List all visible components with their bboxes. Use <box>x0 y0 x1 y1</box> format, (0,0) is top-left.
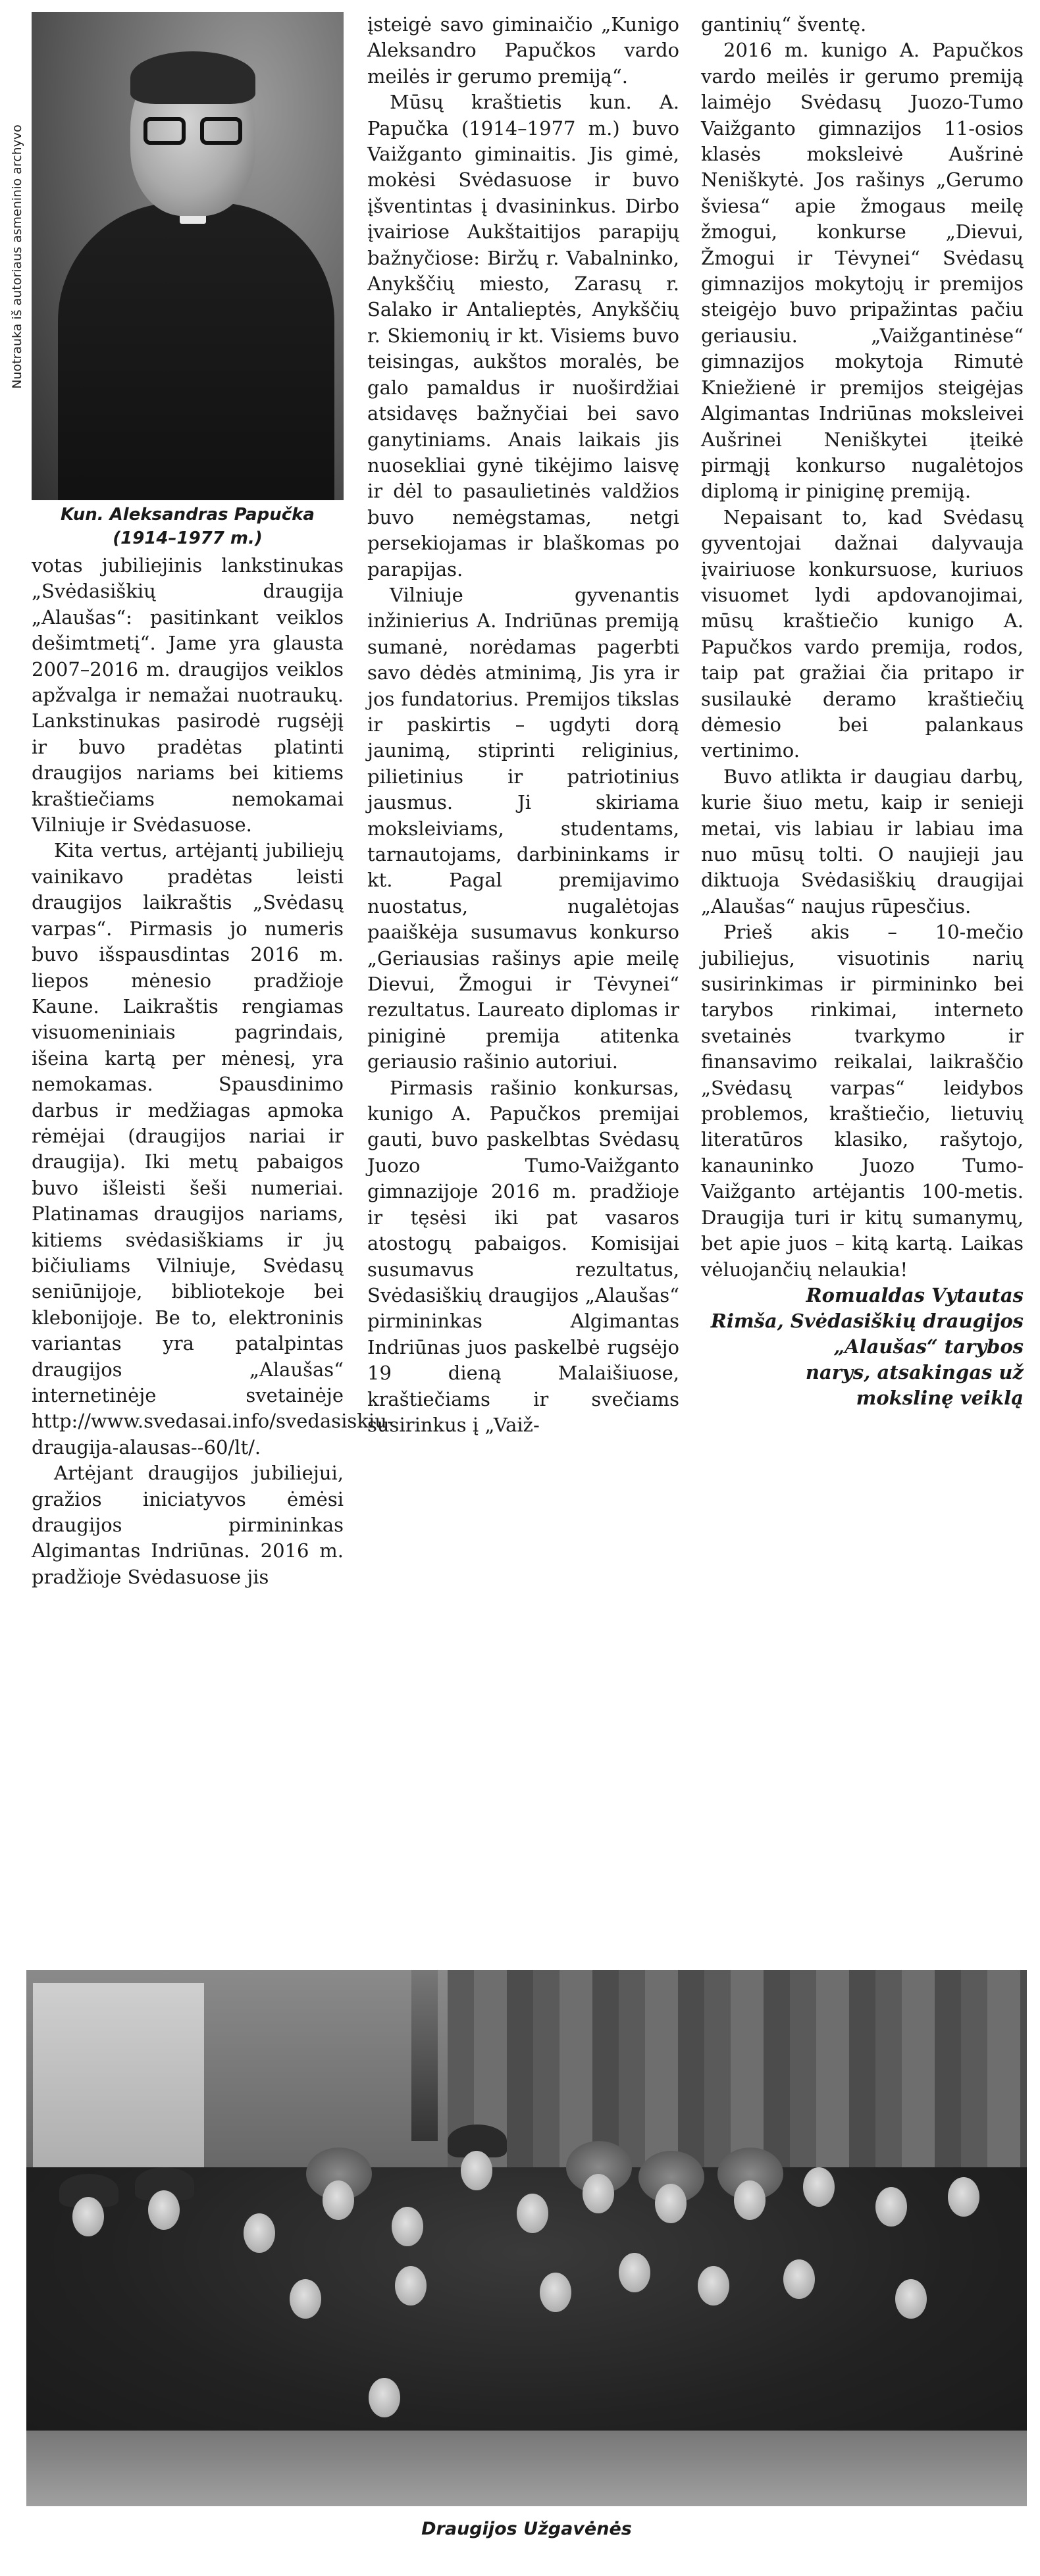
paragraph: Vilniuje gyvenantis inžinierius A. Indriūnas premiją sumanė, norėdamas pagerbti savo dėdės atminimą, Jis yra ir jos fundatorius. Premijos tikslas ir paskirtis – ugdyti dorą jaunimą, stiprinti religinius, pilietinius ir patriotinius jausmus. Ji skiriama moksleiviams, studentams, tarnautojams, darbininkams ir kt. Pagal premijavimo nuostatus, nugalėtojas paaiškėja susumavus konkurso „Geriausias rašinys apie meilę Dievui, Žmogui ir Tėvynei“ rezultatus. Laureato diplomas ir piniginė premija atitenka geriausio rašinio autoriui. <box>367 583 679 1073</box>
signature-line: mokslinę veiklą <box>856 1386 1024 1409</box>
article-column-1 <box>32 553 394 1590</box>
signature-line: narys, atsakingas už <box>805 1360 1024 1383</box>
portrait-caption-years: (1914–1977 m.) <box>113 528 263 548</box>
paragraph: gantinių“ šventę. <box>701 13 867 36</box>
photo-credit <box>8 26 26 487</box>
paragraph: Kita vertus, artėjantį jubiliejų vainikavo pradėtas leisti draugijos laikraštis „Svėdasų varpas“. Pirmasis jo numeris buvo išspausdintas 2016 m. liepos mėnesio pradžioje Kaune. Laikraštis rengiamas visuomeniniais pagrindais, išeina kartą per mėnesį, yra nemokamas. Spausdinimo darbus ir medžiagas apmoka rėmėjai (draugijos nariai ir draugija). Iki metų pabaigos buvo išleisti šeši numeriai. Platinamas draugijos nariams, kitiems svėdasiškiams ir jų bičiuliams Vilniuje, Svėdasų seniūnijoje, bibliotekoje bei klebonijoje. Be to, elektroninis variantas yra patalpintas draugijos „Alaušas“ internetinėje svetainėje http://www.svedasai.info/svedasiskiu-draugija-alausas--60/lt/. <box>32 839 394 1458</box>
signature-line: Rimša, Svėdasiškių draugijos „Alaušas“ tarybos <box>710 1309 1024 1358</box>
article-column-3 <box>701 12 1024 1411</box>
portrait-caption-name: Kun. Aleksandras Papučka <box>61 505 315 525</box>
paragraph: Buvo atlikta ir daugiau darbų, kurie šiuo metu, kaip ir senieji metai, vis labiau ir labiau ima nuo mūsų tolti. O naujieji jau diktuoja Svėdasiškių draugijai „Alaušas“ naujus rūpesčius. <box>701 765 1024 917</box>
portrait-photo <box>32 12 344 500</box>
paragraph: votas jubiliejinis lankstinukas „Svėdasiškių draugija „Alaušas“: pasitinkant veiklos dešimtmetį“. Jame yra glausta 2007–2016 m. draugijos veiklos apžvalga ir nemažai nuotraukų. Lankstinukas pasirodė rugsėjį ir buvo pradėtas platinti draugijos nariams bei kitiems kraštiečiams nemokamai Vilniuje ir Svėdasuose. <box>32 554 344 837</box>
group-photo <box>26 1970 1027 2506</box>
paragraph: Mūsų kraštietis kun. A. Papučka (1914–1977 m.) buvo Vaižganto giminaitis. Jis gimė, mokėsi Svėdasuose ir buvo įšventintas į dvasininkus. Dirbo įvairiose Aukštaitijos parapijų bažnyčiose: Biržų r. Vabalninko, Anykščių miesto, Zarasų r. Salako ir Antalieptės, Anykščių r. Skiemonių ir kt. Visiems buvo teisingas, aukštos moralės, be galo pamaldus ir nuoširdžiai atsidavęs bažnyčiai bei savo ganytiniams. Anais laikais jis nuosekliai gynė tikėjimo laisvę ir dėl to pasaulietinės valdžios buvo nemėgstamas, netgi persekiojamas ir blaškomas po parapijas. <box>367 91 679 580</box>
paragraph: 2016 m. kunigo A. Papučkos vardo meilės ir gerumo premiją laimėjo Svėdasų Juozo-Tumo Vaižganto gimnazijos 11-osios klasės moksleivė Aušrinė Neniškytė. Jos rašinys „Gerumo šviesa“ apie žmogaus meilę žmogui, konkurse „Dievui, Žmogui ir Tėvynei“ Svėdasų gimnazijos mokytojų ir premijos steigėjo buvo pripažintas pačiu geriausiu. „Vaižgantinėse“ gimnazijos mokytoja Rimutė Kniežienė ir premijos steigėjas Algimantas Indriūnas moksleivei Aušrinei Neniškytei įteikė pirmąjį konkurso nugalėtojos diplomą ir piniginę premiją. <box>701 39 1024 503</box>
group-photo-caption: Draugijos Užgavėnės <box>421 2519 632 2539</box>
signature-line: Romualdas Vytautas <box>806 1283 1024 1306</box>
portrait-caption <box>32 503 344 550</box>
paragraph: Prieš akis – 10-mečio jubiliejus, visuotinis narių susirinkimas ir pirmininko bei tarybos rinkimai, interneto svetainės tvarkymo ir finansavimo reikalai, laikraščio „Svėdasų varpas“ leidybos problemos, kraštiečio, lietuvių literatūros klasiko, rašytojo, kanauninko Juozo Tumo-Vaižganto artėjantis 100-metis. Draugija turi ir kitų sumanymų, bet apie juos – kitą kartą. Laikas vėluojančių nelaukia! <box>701 921 1024 1281</box>
photo-credit-text: Nuotrauka iš autoriaus asmeninio archyvo <box>10 124 24 389</box>
author-signature <box>701 1283 1024 1411</box>
paragraph: Artėjant draugijos jubiliejui, gražios iniciatyvos ėmėsi draugijos pirmininkas Algimantas Indriūnas. 2016 m. pradžioje Svėdasuose jis <box>32 1462 344 1588</box>
paragraph: įsteigė savo giminaičio „Kunigo Aleksandro Papučkos vardo meilės ir gerumo premiją“. <box>367 13 679 88</box>
article-column-2 <box>367 12 679 1438</box>
paragraph: Pirmasis rašinio konkursas, kunigo A. Papučkos premijai gauti, buvo paskelbtas Svėdasų Juozo Tumo-Vaižganto gimnazijoje 2016 m. pradžioje ir tęsėsi iki pat vasaros atostogų pabaigos. Komisijai susumavus rezultatus, Svėdasiškių draugijos „Alaušas“ pirmininkas Algimantas Indriūnas juos paskelbė rugsėjo 19 dieną Malaišiuose, kraštiečiams ir svečiams susirinkus į „Vaiž- <box>367 1076 679 1436</box>
paragraph: Nepaisant to, kad Svėdasų gyventojai dažnai dalyvauja įvairiuose konkursuose, kuriuos visuomet lydi apdovanojimai, mūsų kraštiečio kunigo A. Papučkos vardo premija, rodos, taip pat gražiai čia pritapo ir susilaukė deramo kraštiečių dėmesio bei palankaus vertinimo. <box>701 505 1024 762</box>
